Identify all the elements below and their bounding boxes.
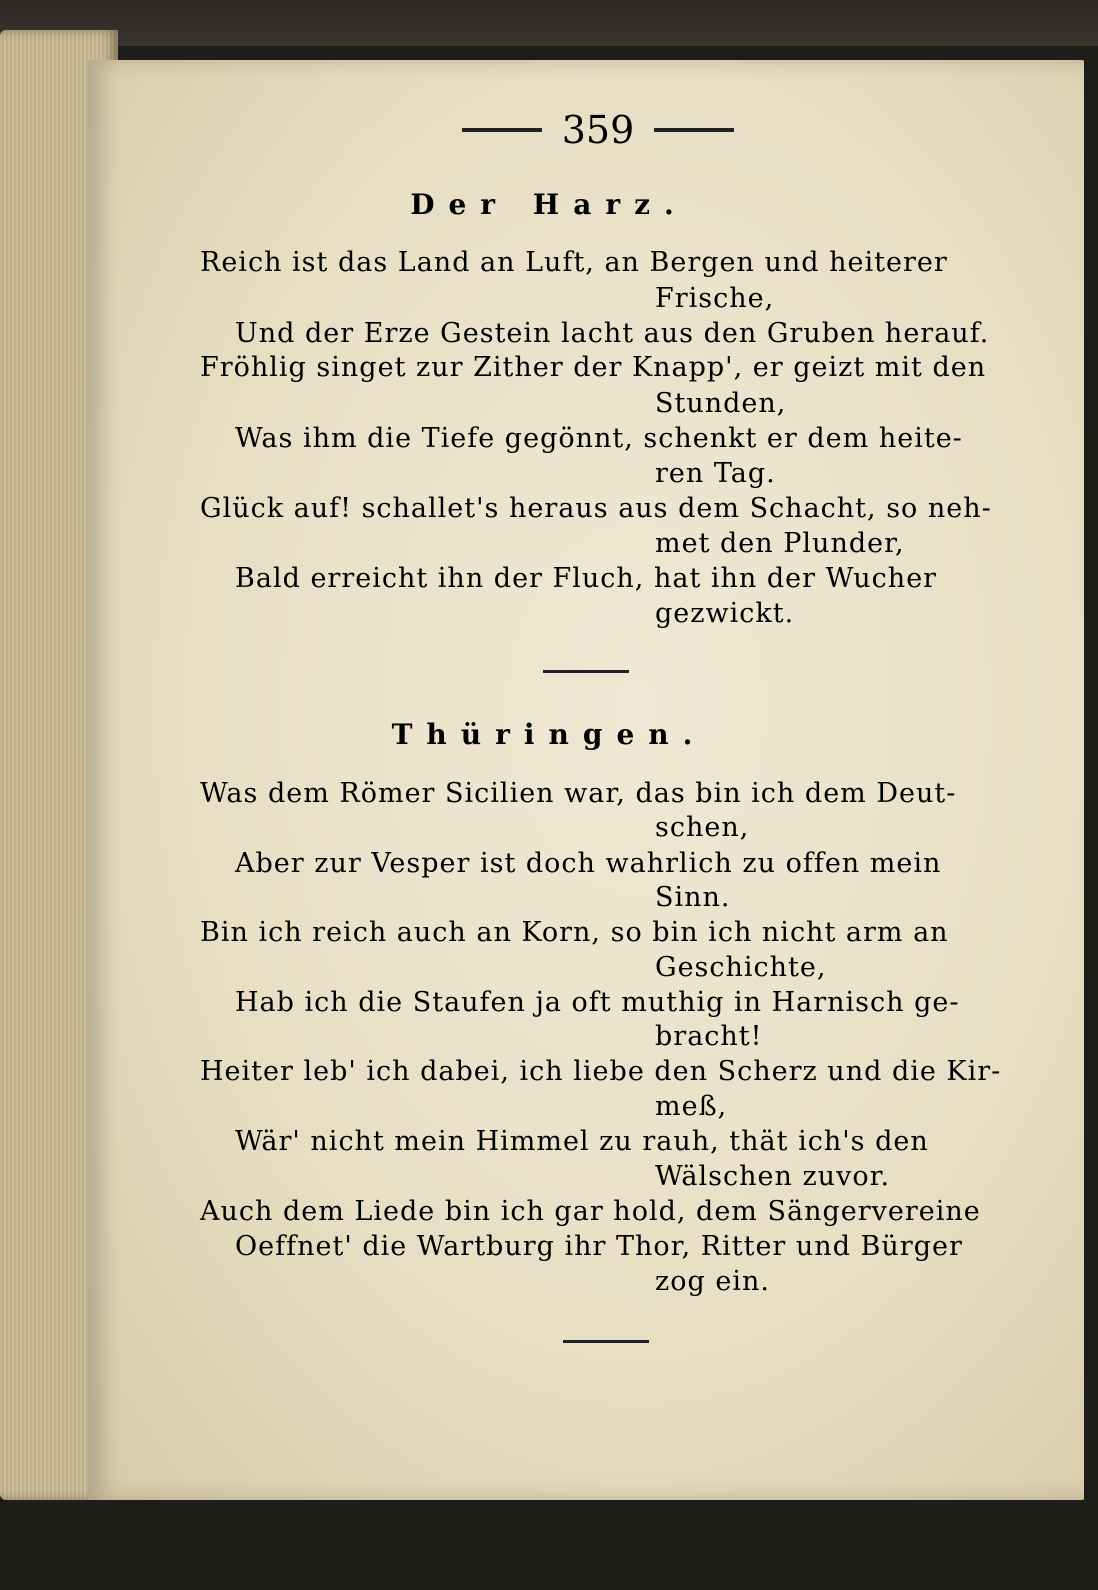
poem-line: Aber zur Vesper ist doch wahrlich zu offen mein [235,848,942,879]
poem-title-harz: Der Harz. [410,188,688,221]
book-cover [0,0,1098,46]
poem-line: Wälschen zuvor. [655,1161,891,1192]
poem-line: Frische, [655,283,775,314]
poem-line: Reich ist das Land an Luft, an Bergen und heiterer [200,247,948,278]
poem-line: ren Tag. [655,458,776,489]
poem-line: met den Plunder, [655,528,905,559]
poem-line: Oeffnet' die Wartburg ihr Thor, Ritter und Bürger [235,1231,963,1262]
poem-line: Bin ich reich auch an Korn, so bin ich nicht arm an [200,917,949,948]
poem-line: zog ein. [655,1266,770,1297]
poem-line: Und der Erze Gestein lacht aus den Gruben herauf. [235,318,990,349]
section-divider [543,670,629,673]
poem-line: Sinn. [655,882,731,913]
poem-line: gezwickt. [655,598,795,629]
header-dash-right [654,128,734,132]
poem-line: Stunden, [655,388,787,419]
poem-line: Bald erreicht ihn der Fluch, hat ihn der Wucher [235,563,938,594]
poem-line: Was dem Römer Sicilien war, das bin ich dem Deut- [200,778,957,809]
page-number: 359 [561,108,635,152]
poem-line: Was ihm die Tiefe gegönnt, schenkt er dem heite- [235,423,963,454]
poem-line: Geschichte, [655,952,827,983]
header-dash-left [462,128,542,132]
poem-line: Auch dem Liede bin ich gar hold, dem Sängervereine [200,1196,981,1227]
poem-line: Wär' nicht mein Himmel zu rauh, thät ich's den [235,1126,929,1157]
poem-line: bracht! [655,1021,763,1052]
poem-line: Heiter leb' ich dabei, ich liebe den Scherz und die Kir- [200,1056,1002,1087]
poem-line: Fröhlig singet zur Zither der Knapp', er geizt mit den [200,352,987,383]
poem-line: Glück auf! schallet's heraus aus dem Schacht, so neh- [200,493,992,524]
poem-line: meß, [655,1091,728,1122]
poem-line: Hab ich die Staufen ja oft muthig in Harnisch ge- [235,987,960,1018]
poem-line: schen, [655,812,750,843]
end-divider [563,1340,649,1343]
poem-title-thueringen: Thüringen. [391,718,707,751]
page-header [428,110,768,150]
